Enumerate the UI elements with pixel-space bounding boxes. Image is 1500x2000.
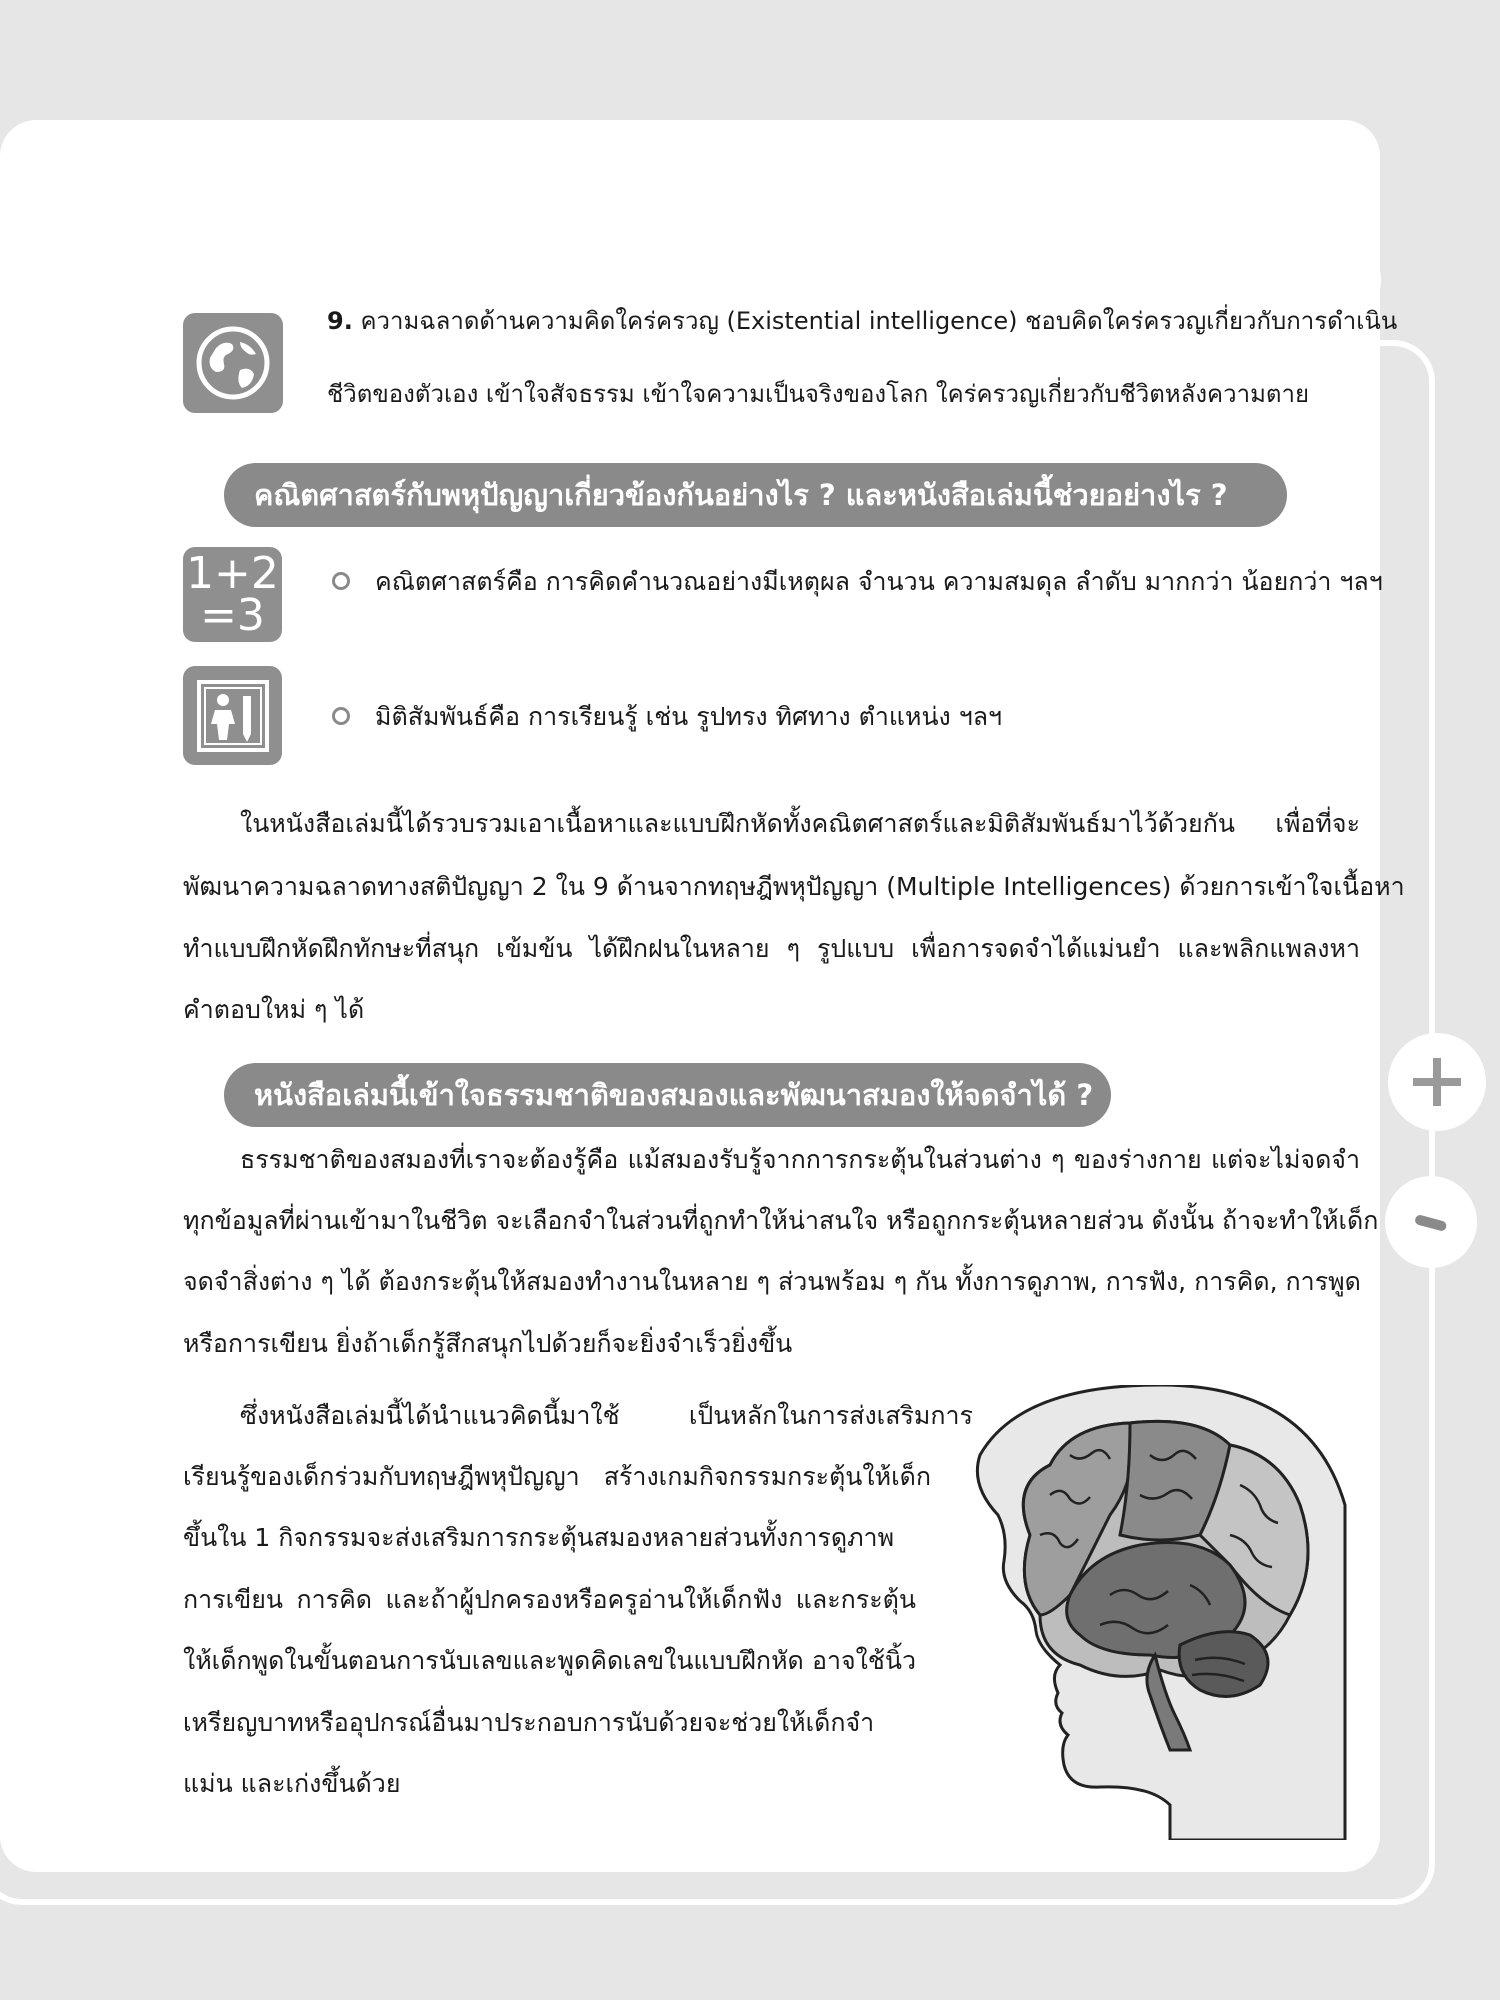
item9-line1 [327, 303, 1398, 339]
section2-para-line2: ทุกข้อมูลที่ผ่านเข้ามาในชีวิต จะเลือกจำในส่วนที่ถูกทำให้น่าสนใจ หรือถูกกระตุ้นหลายส่วน ดังนั้น ถ้าจะทำให้เด็ก [183, 1206, 1379, 1235]
section2-p2-line5: ให้เด็กพูดในขั้นตอนการนับเลขและพูดคิดเลขในแบบฝึกหัด อาจใช้นิ้ว [183, 1646, 916, 1675]
bullet-spatial-text: มิติสัมพันธ์คือ การเรียนรู้ เช่น รูปทรง ทิศทาง ตำแหน่ง ฯลฯ [375, 702, 1003, 731]
math-icon [183, 547, 282, 642]
brain-head-illustration [960, 1385, 1350, 1840]
bullet-marker [332, 572, 350, 590]
section2-p2-line4: การเขียน การคิด และถ้าผู้ปกครองหรือครูอ่านให้เด็กฟัง และกระตุ้น [183, 1585, 916, 1614]
bullet-math-text: คณิตศาสตร์คือ การคิดคำนวณอย่างมีเหตุผล จำนวน ความสมดุล ลำดับ มากกว่า น้อยกว่า ฯลฯ [375, 567, 1383, 596]
zoom-out-tab[interactable] [1385, 1176, 1477, 1268]
section1-para-line4: คำตอบใหม่ ๆ ได้ [183, 995, 365, 1024]
section2-p2-line3: ขึ้นใน 1 กิจกรรมจะส่งเสริมการกระตุ้นสมองหลายส่วนทั้งการดูภาพ [183, 1523, 895, 1552]
drawing-icon [183, 666, 282, 765]
item9-number: 9. [327, 307, 353, 335]
section2-para-line1: ธรรมชาติของสมองที่เราจะต้องรู้คือ แม้สมองรับรู้จากการกระตุ้นในส่วนต่าง ๆ ของร่างกาย แต่จะไม่จดจำ [240, 1145, 1360, 1174]
section1-para-line1: ในหนังสือเล่มนี้ได้รวบรวมเอาเนื้อหาและแบบฝึกหัดทั้งคณิตศาสตร์และมิติสัมพันธ์มาไว้ด้วยกัน เพื่อที่จะ [240, 809, 1360, 838]
item9-line2: ชีวิตของตัวเอง เข้าใจสัจธรรม เข้าใจความเป็นจริงของโลก ใคร่ครวญเกี่ยวกับชีวิตหลังความตาย [327, 380, 1310, 408]
section2-p2-line2: เรียนรู้ของเด็กร่วมกับทฤษฎีพหุปัญญา สร้างเกมกิจกรรมกระตุ้นให้เด็ก [183, 1462, 931, 1491]
section2-heading: หนังสือเล่มนี้เข้าใจธรรมชาติของสมองและพัฒนาสมองให้จดจำได้ ? [224, 1063, 1111, 1127]
item9-text1: ความฉลาดด้านความคิดใคร่ครวญ (Existential intelligence) ชอบคิดใคร่ครวญเกี่ยวกับการดำเนิน [360, 307, 1398, 335]
section2-p2-line6: เหรียญบาทหรืออุปกรณ์อื่นมาประกอบการนับด้วยจะช่วยให้เด็กจำ [183, 1708, 875, 1737]
math-icon-bottom: =3 [200, 589, 265, 641]
section2-p2-line7: แม่น และเก่งขึ้นด้วย [183, 1769, 401, 1798]
math-icon-top: 1+2 [186, 547, 279, 599]
bullet-marker [332, 707, 350, 725]
section1-heading: คณิตศาสตร์กับพหุปัญญาเกี่ยวข้องกันอย่างไร ? และหนังสือเล่มนี้ช่วยอย่างไร ? [224, 463, 1287, 527]
section2-p2-line1: ซึ่งหนังสือเล่มนี้ได้นำแนวคิดนี้มาใช้ เป็นหลักในการส่งเสริมการ [240, 1401, 973, 1430]
section1-para-line3: ทำแบบฝึกหัดฝึกทักษะที่สนุก เข้มข้น ได้ฝึกฝนในหลาย ๆ รูปแบบ เพื่อการจดจำได้แม่นยำ และพลิกแพลงหา [183, 934, 1360, 963]
zoom-in-tab[interactable] [1388, 1033, 1486, 1131]
section2-para-line3: จดจำสิ่งต่าง ๆ ได้ ต้องกระตุ้นให้สมองทำงานในหลาย ๆ ส่วนพร้อม ๆ กัน ทั้งการดูภาพ, การฟัง, การคิด, การพูด [183, 1267, 1361, 1296]
globe-icon [183, 313, 283, 413]
section2-para-line4: หรือการเขียน ยิ่งถ้าเด็กรู้สึกสนุกไปด้วยก็จะยิ่งจำเร็วยิ่งขึ้น [183, 1329, 793, 1358]
minus-icon [1411, 1202, 1451, 1242]
section1-para-line2: พัฒนาความฉลาดทางสติปัญญา 2 ใน 9 ด้านจากทฤษฎีพหุปัญญา (Multiple Intelligences) ด้วยการเข้าใจเนื้อหา [183, 872, 1405, 901]
plus-icon [1409, 1054, 1465, 1110]
